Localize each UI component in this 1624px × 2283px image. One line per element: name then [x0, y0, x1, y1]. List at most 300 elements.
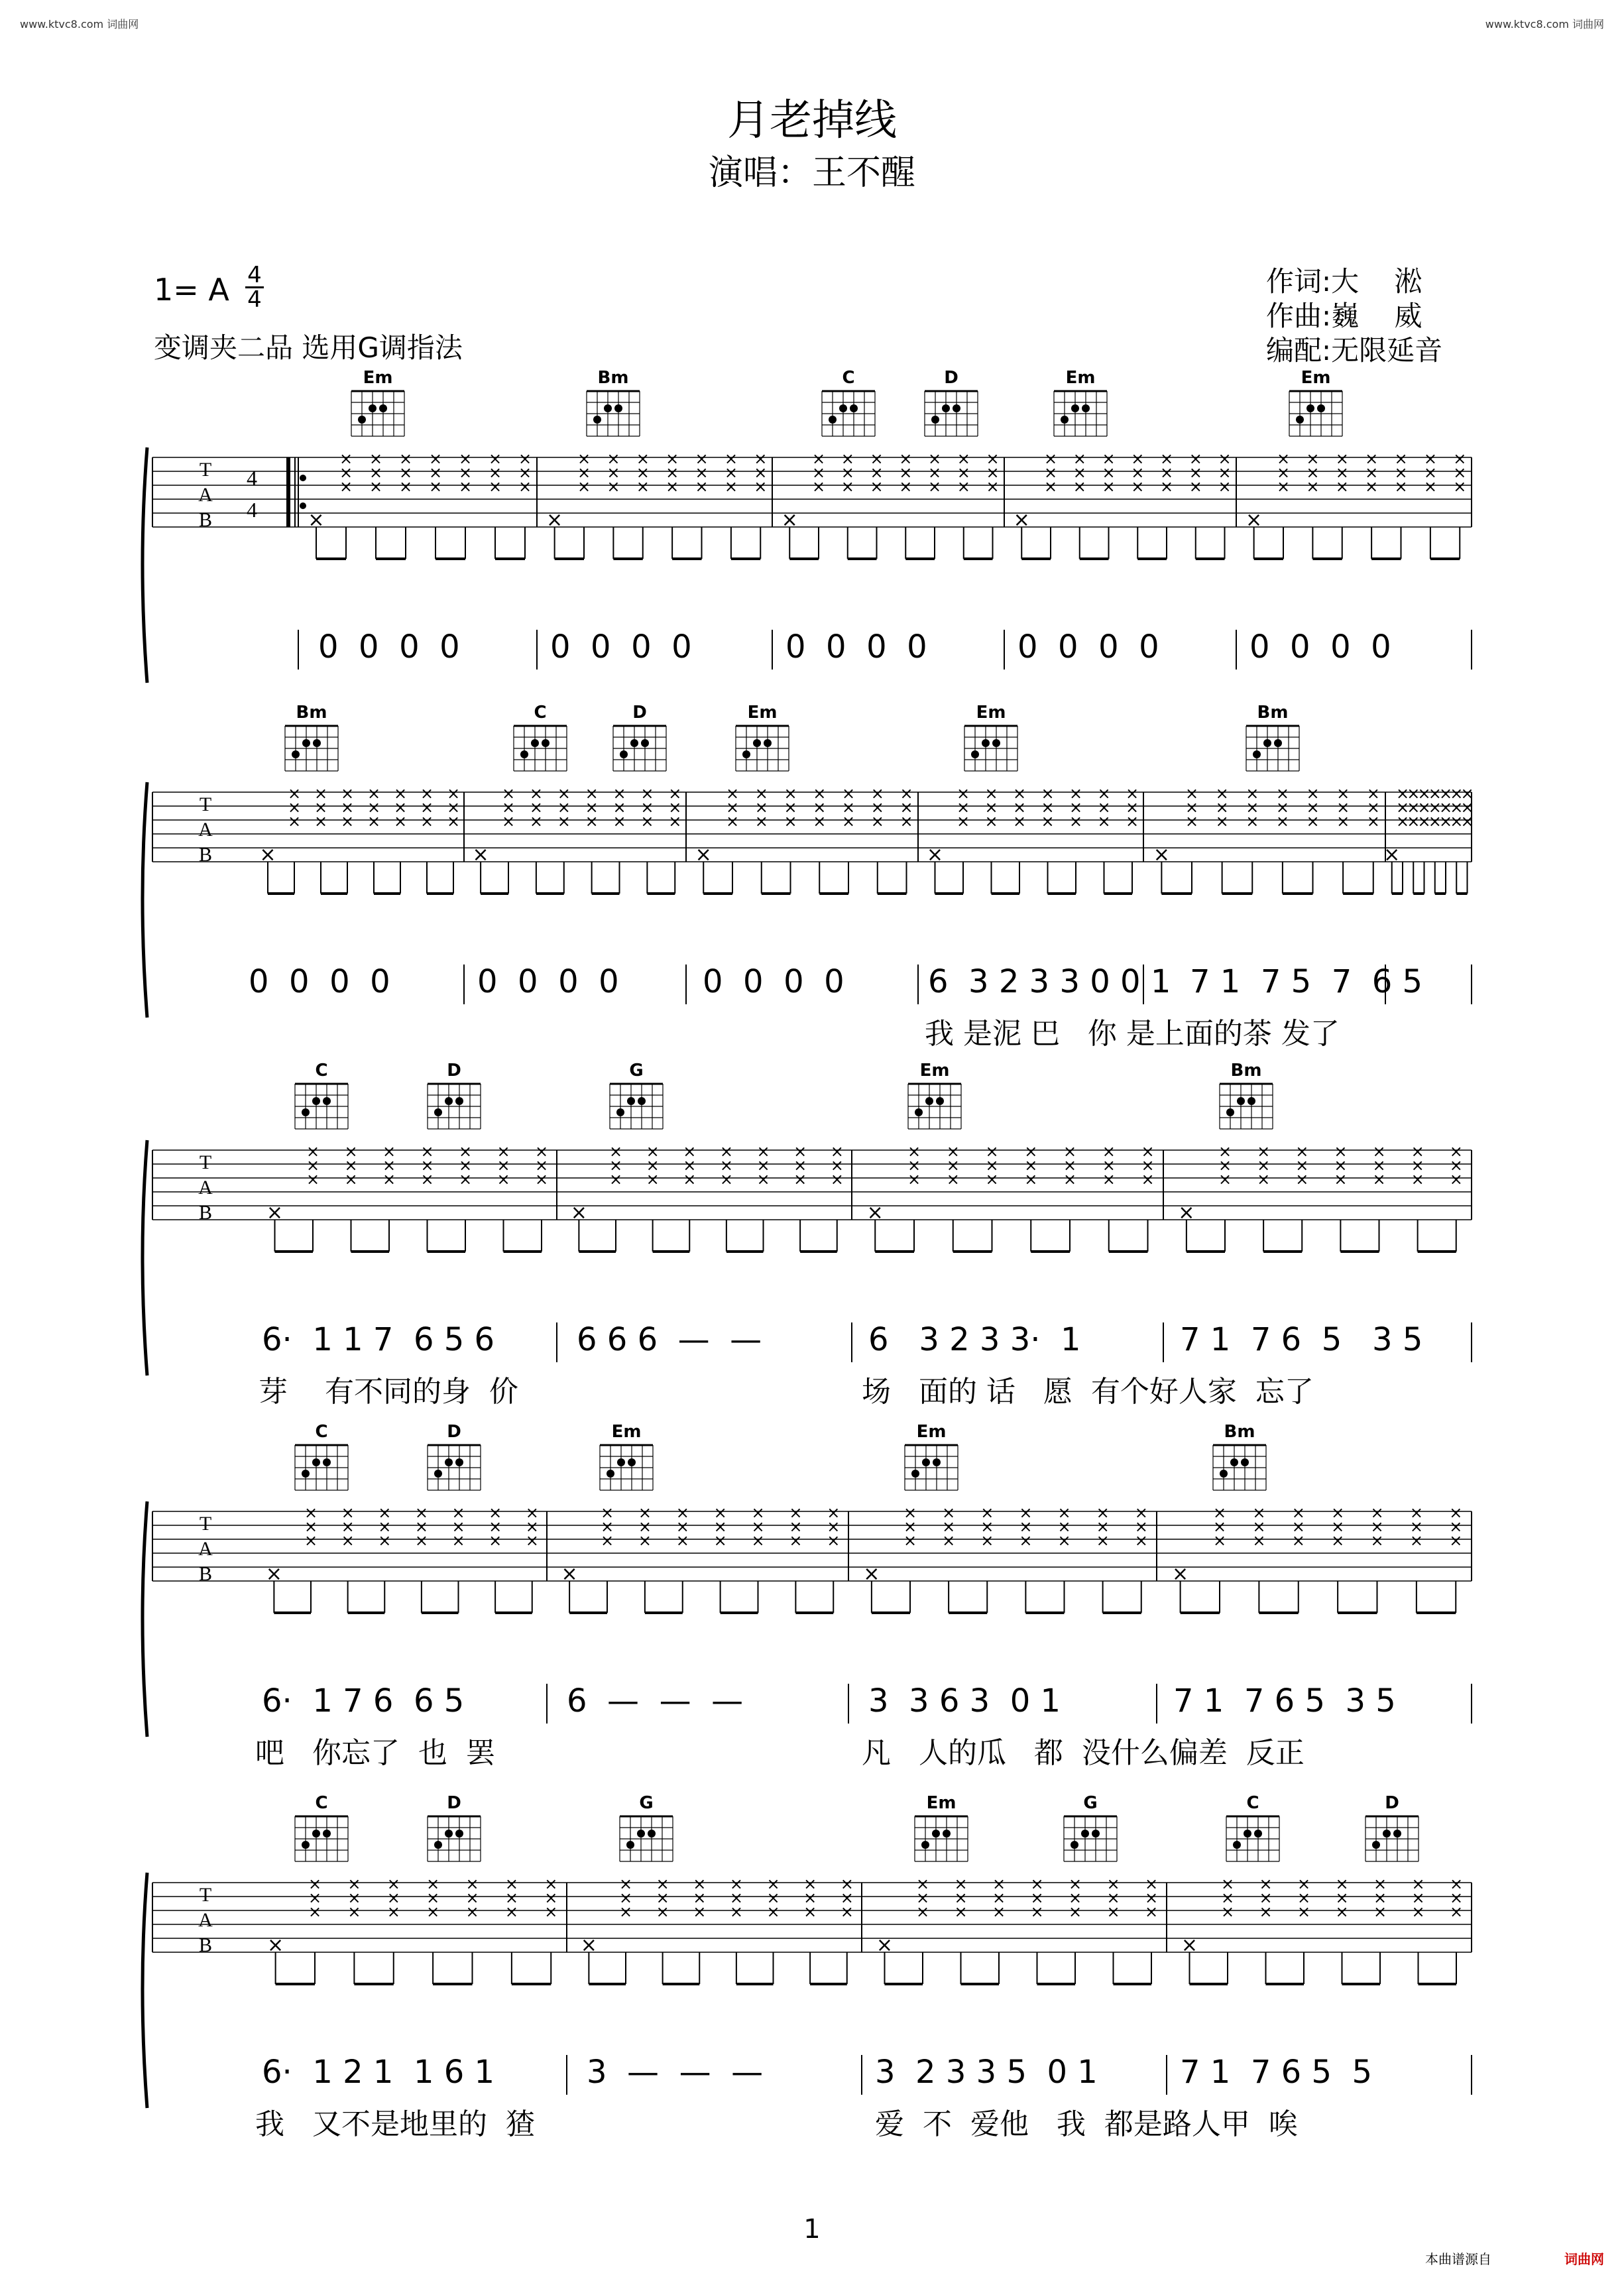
strum-x-note: ×: [1215, 812, 1229, 831]
chord-finger-dot: [1263, 739, 1271, 747]
strum-x-note: ×: [693, 1903, 707, 1921]
strum-x-note: ×: [1450, 812, 1464, 831]
strum-x-note: ×: [985, 1170, 999, 1189]
strum-x-note: ×: [841, 449, 854, 468]
strum-x-note: ×: [1449, 1903, 1464, 1921]
strum-x-note: ×: [1185, 798, 1199, 817]
strum-x-note: ×: [501, 798, 516, 817]
tab-label: T: [199, 459, 212, 481]
strum-x-note: ×: [656, 1875, 669, 1893]
strum-x-note: ×: [980, 1531, 994, 1550]
chord-finger-dot: [641, 739, 649, 747]
strum-x-note: ×: [1102, 1170, 1116, 1189]
strum-x-note: ×: [1291, 1503, 1305, 1522]
bass-x-note: ×: [472, 843, 489, 866]
strum-x-note: ×: [1102, 463, 1116, 482]
key-signature: 1= A: [154, 272, 229, 308]
strum-x-note: ×: [1012, 798, 1027, 817]
chord-finger-dot: [1317, 404, 1325, 412]
strum-x-note: ×: [1306, 784, 1320, 803]
strum-x-note: ×: [1096, 1531, 1110, 1550]
chord-finger-dot: [1254, 1830, 1262, 1838]
strum-x-note: ×: [1041, 812, 1055, 831]
strum-x-note: ×: [577, 463, 591, 482]
chord-finger-dot: [593, 416, 601, 424]
strum-x-note: ×: [1306, 812, 1320, 831]
strum-x-note: ×: [766, 1903, 780, 1921]
strum-x-note: ×: [870, 784, 884, 803]
bass-x-note: ×: [265, 1562, 282, 1586]
strum-x-note: ×: [1394, 449, 1408, 468]
system-brace: [143, 782, 147, 1018]
strum-x-note: ×: [1453, 477, 1467, 496]
strum-x-note: ×: [458, 1142, 473, 1161]
chord-finger-dot: [617, 1458, 625, 1466]
bass-x-note: ×: [561, 1562, 578, 1586]
strum-x-note: ×: [489, 1517, 502, 1536]
tab-time-bottom: 4: [247, 498, 257, 522]
strum-x-note: ×: [813, 784, 827, 803]
chord-name: G: [1083, 1793, 1098, 1813]
strum-x-note: ×: [1331, 1531, 1345, 1550]
strum-x-note: ×: [393, 784, 408, 803]
chord-finger-dot: [312, 1097, 320, 1105]
strum-x-note: ×: [942, 1531, 956, 1550]
strum-x-note: ×: [1428, 798, 1442, 817]
strum-x-note: ×: [980, 1503, 994, 1522]
chord-name: Bm: [597, 368, 629, 388]
strum-x-note: ×: [585, 784, 599, 803]
strum-x-note: ×: [1212, 1503, 1227, 1522]
strum-x-note: ×: [504, 1889, 518, 1907]
numbered-notation: 3 3 6 3 0 1: [868, 1682, 1061, 1720]
strum-x-note: ×: [827, 1503, 841, 1522]
strum-x-note: ×: [1449, 1531, 1463, 1550]
strum-x-note: ×: [957, 449, 970, 468]
strum-x-note: ×: [607, 463, 620, 482]
chord-finger-dot: [1306, 404, 1314, 412]
chord-finger-dot: [1071, 404, 1079, 412]
strum-x-note: ×: [585, 812, 599, 831]
strum-x-note: ×: [488, 463, 502, 482]
strum-x-note: ×: [1365, 463, 1379, 482]
strum-x-note: ×: [841, 463, 854, 482]
tab-label: T: [199, 1884, 212, 1906]
strum-x-note: ×: [1366, 784, 1380, 803]
tab-label: T: [199, 1151, 212, 1173]
chord-finger-dot: [628, 1458, 636, 1466]
strum-x-note: ×: [504, 1875, 518, 1893]
strum-x-note: ×: [638, 1503, 652, 1522]
strum-x-note: ×: [1024, 1142, 1038, 1161]
strum-x-note: ×: [451, 1531, 465, 1550]
strum-x-note: ×: [754, 798, 768, 817]
strum-x-note: ×: [841, 784, 856, 803]
chord-name: D: [447, 1061, 461, 1081]
chord-name: Em: [611, 1422, 642, 1442]
strum-x-note: ×: [378, 1531, 392, 1550]
lyricist-credit: 作词:大 淞: [1266, 265, 1422, 298]
bass-x-note: ×: [1181, 1934, 1198, 1957]
strum-x-note: ×: [1246, 798, 1259, 817]
strum-x-note: ×: [984, 784, 998, 803]
strum-x-note: ×: [1141, 1170, 1155, 1189]
strum-x-note: ×: [954, 1903, 968, 1921]
strum-x-note: ×: [451, 1517, 465, 1536]
site-watermark-left: www.ktvc8.com 词曲网: [20, 18, 139, 30]
strum-x-note: ×: [420, 1156, 434, 1175]
strum-x-note: ×: [1295, 1156, 1309, 1175]
strum-x-note: ×: [340, 812, 355, 831]
strum-x-note: ×: [729, 1889, 743, 1907]
strum-x-note: ×: [954, 1889, 968, 1907]
strum-x-note: ×: [1043, 477, 1058, 496]
strum-x-note: ×: [1373, 1903, 1387, 1921]
chord-finger-dot: [1071, 1841, 1078, 1849]
strum-x-note: ×: [1449, 1889, 1464, 1907]
strum-x-note: ×: [1336, 784, 1350, 803]
strum-x-note: ×: [306, 1170, 320, 1189]
chord-finger-dot: [531, 739, 539, 747]
strum-x-note: ×: [367, 798, 381, 817]
strum-x-note: ×: [927, 477, 942, 496]
strum-x-note: ×: [693, 1875, 707, 1893]
strum-x-note: ×: [1063, 1142, 1077, 1161]
strum-x-note: ×: [557, 798, 571, 817]
strum-x-note: ×: [668, 798, 682, 817]
strum-x-note: ×: [1409, 1517, 1423, 1536]
strum-x-note: ×: [1246, 784, 1259, 803]
strum-x-note: ×: [488, 449, 502, 468]
strum-x-note: ×: [1395, 784, 1410, 803]
strum-x-note: ×: [382, 1156, 396, 1175]
repeat-dot: [300, 502, 306, 509]
numbered-notation: 6· 1 7 6 6 5: [262, 1682, 465, 1720]
chord-name: Bm: [296, 703, 327, 723]
strum-x-note: ×: [638, 1531, 652, 1550]
strum-x-note: ×: [557, 812, 571, 831]
strum-x-note: ×: [382, 1142, 396, 1161]
strum-x-note: ×: [942, 1517, 956, 1536]
strum-x-note: ×: [907, 1170, 921, 1189]
strum-x-note: ×: [1159, 449, 1174, 468]
strum-x-note: ×: [1215, 784, 1229, 803]
strum-x-note: ×: [618, 1903, 633, 1921]
strum-x-note: ×: [899, 477, 913, 496]
strum-x-note: ×: [369, 463, 383, 482]
strum-x-note: ×: [1407, 798, 1421, 817]
chord-finger-dot: [434, 1841, 442, 1849]
chord-name: C: [534, 703, 547, 723]
chord-name: Bm: [1224, 1422, 1255, 1442]
strum-x-note: ×: [607, 477, 620, 496]
numbered-notation: 7 1 7 6 5 3 5: [1180, 1321, 1423, 1358]
strum-x-note: ×: [946, 1170, 960, 1189]
strum-x-note: ×: [1019, 1503, 1033, 1522]
strum-x-note: ×: [724, 463, 738, 482]
strum-x-note: ×: [518, 463, 532, 482]
strum-x-note: ×: [1336, 798, 1350, 817]
system-brace: [143, 1501, 147, 1737]
strum-x-note: ×: [501, 812, 516, 831]
strum-x-note: ×: [347, 1875, 361, 1893]
strum-x-note: ×: [496, 1142, 510, 1161]
strum-x-note: ×: [1159, 477, 1174, 496]
bass-x-note: ×: [926, 843, 944, 866]
strum-x-note: ×: [1417, 812, 1431, 831]
strum-x-note: ×: [636, 477, 650, 496]
strum-x-note: ×: [1417, 784, 1431, 803]
strum-x-note: ×: [754, 449, 768, 468]
strum-x-note: ×: [1131, 449, 1145, 468]
strum-x-note: ×: [577, 449, 591, 468]
chord-finger-dot: [850, 404, 858, 412]
strum-x-note: ×: [656, 1889, 669, 1907]
strum-x-note: ×: [341, 1531, 355, 1550]
strum-x-note: ×: [713, 1517, 727, 1536]
strum-x-note: ×: [414, 1531, 428, 1550]
numbered-notation: 0 0 0 0: [550, 628, 692, 666]
strum-x-note: ×: [1068, 1889, 1082, 1907]
strum-x-note: ×: [1423, 449, 1437, 468]
chord-finger-dot: [1393, 1830, 1401, 1838]
strum-x-note: ×: [1409, 1503, 1423, 1522]
strum-x-note: ×: [1423, 477, 1437, 496]
strum-x-note: ×: [339, 449, 353, 468]
strum-x-note: ×: [306, 1156, 320, 1175]
strum-x-note: ×: [915, 1903, 930, 1921]
chord-name: Em: [1301, 368, 1331, 388]
numbered-notation: 0 0 0 0: [1249, 628, 1391, 666]
chord-finger-dot: [922, 1458, 930, 1466]
chord-name: C: [1246, 1793, 1259, 1813]
strum-x-note: ×: [378, 1517, 392, 1536]
lyric-line: 吧 你忘了 也 罢: [255, 1736, 495, 1770]
strum-x-note: ×: [314, 784, 328, 803]
strum-x-note: ×: [341, 1503, 355, 1522]
site-watermark-right: www.ktvc8.com 词曲网: [1485, 18, 1604, 30]
chord-finger-dot: [1244, 1830, 1251, 1838]
strum-x-note: ×: [984, 812, 998, 831]
strum-x-note: ×: [1134, 1503, 1148, 1522]
chord-finger-dot: [839, 404, 847, 412]
strum-x-note: ×: [339, 477, 353, 496]
numbered-notation: 6 3 2 3 3 0 0 1: [928, 963, 1171, 1000]
strum-x-note: ×: [1141, 1142, 1155, 1161]
chord-finger-dot: [455, 1458, 463, 1466]
strum-x-note: ×: [1372, 1156, 1386, 1175]
strum-x-note: ×: [751, 1503, 765, 1522]
strum-x-note: ×: [489, 1503, 502, 1522]
strum-x-note: ×: [841, 812, 856, 831]
capo-note: 变调夹二品 选用G调指法: [154, 331, 463, 364]
strum-x-note: ×: [1411, 1889, 1425, 1907]
strum-x-note: ×: [1297, 1889, 1311, 1907]
chord-finger-dot: [1233, 1841, 1241, 1849]
strum-x-note: ×: [1212, 1517, 1227, 1536]
strum-x-note: ×: [954, 1875, 968, 1893]
strum-x-note: ×: [1366, 798, 1380, 817]
strum-x-note: ×: [1259, 1903, 1273, 1921]
strum-x-note: ×: [1453, 463, 1467, 482]
numbered-notation: 0 0 0 0: [1017, 628, 1159, 666]
bass-x-note: ×: [259, 843, 276, 866]
chord-finger-dot: [1082, 404, 1090, 412]
chord-finger-dot: [911, 1470, 919, 1478]
strum-x-note: ×: [766, 1875, 780, 1893]
strum-x-note: ×: [1365, 477, 1379, 496]
strum-x-note: ×: [534, 1170, 549, 1189]
strum-x-note: ×: [1102, 449, 1116, 468]
numbered-notation: 7 1 7 6 5 3 5: [1173, 1682, 1396, 1720]
strum-x-note: ×: [1411, 1142, 1424, 1161]
strum-x-note: ×: [899, 463, 913, 482]
chord-name: D: [944, 368, 958, 388]
strum-x-note: ×: [766, 1889, 780, 1907]
strum-x-note: ×: [458, 449, 473, 468]
strum-x-note: ×: [789, 1531, 803, 1550]
bass-x-note: ×: [308, 508, 325, 532]
numbered-notation: 6· 1 2 1 1 6 1: [262, 2054, 495, 2091]
strum-x-note: ×: [638, 1517, 652, 1536]
strum-x-note: ×: [1276, 477, 1291, 496]
time-bottom: 4: [247, 286, 262, 313]
strum-x-note: ×: [899, 798, 913, 817]
strum-x-note: ×: [793, 1156, 807, 1175]
strum-x-note: ×: [793, 1142, 807, 1161]
strum-x-note: ×: [529, 798, 543, 817]
chord-finger-dot: [358, 416, 366, 424]
tab-label: T: [199, 1513, 212, 1535]
chord-finger-dot: [292, 750, 300, 758]
strum-x-note: ×: [451, 1503, 465, 1522]
numbered-notation: 7 1 7 6 5 5: [1180, 2054, 1373, 2091]
strum-x-note: ×: [756, 1170, 770, 1189]
strum-x-note: ×: [1373, 1875, 1387, 1893]
strum-x-note: ×: [903, 1531, 917, 1550]
chord-finger-dot: [627, 1097, 635, 1105]
strum-x-note: ×: [1411, 1156, 1424, 1175]
strum-x-note: ×: [382, 1170, 396, 1189]
strum-x-note: ×: [827, 1517, 841, 1536]
chord-finger-dot: [445, 1097, 453, 1105]
strum-x-note: ×: [1257, 1142, 1271, 1161]
strum-x-note: ×: [426, 1875, 440, 1893]
chord-finger-dot: [542, 739, 550, 747]
strum-x-note: ×: [398, 477, 413, 496]
strum-x-note: ×: [1215, 798, 1229, 817]
chord-finger-dot: [753, 739, 761, 747]
strum-x-note: ×: [458, 1170, 473, 1189]
strum-x-note: ×: [1069, 812, 1083, 831]
strum-x-note: ×: [1450, 784, 1464, 803]
strum-x-note: ×: [1331, 1503, 1345, 1522]
strum-x-note: ×: [830, 1156, 844, 1175]
strum-x-note: ×: [1259, 1875, 1273, 1893]
strum-x-note: ×: [1134, 1531, 1148, 1550]
chord-finger-dot: [829, 416, 837, 424]
strum-x-note: ×: [803, 1875, 817, 1893]
strum-x-note: ×: [729, 1903, 743, 1921]
strum-x-note: ×: [946, 1142, 960, 1161]
strum-x-note: ×: [1370, 1503, 1384, 1522]
strum-x-note: ×: [1218, 1142, 1232, 1161]
strum-x-note: ×: [946, 1156, 960, 1175]
strum-x-note: ×: [1335, 477, 1349, 496]
lyric-line: 我 又不是地里的 猹: [255, 2107, 535, 2141]
strum-x-note: ×: [956, 784, 970, 803]
strum-x-note: ×: [1125, 798, 1139, 817]
strum-x-note: ×: [751, 1517, 765, 1536]
strum-x-note: ×: [1069, 798, 1083, 817]
strum-x-note: ×: [811, 449, 826, 468]
strum-x-note: ×: [915, 1875, 930, 1893]
strum-x-note: ×: [1057, 1517, 1071, 1536]
tab-label: T: [199, 793, 212, 815]
chord-finger-dot: [323, 1458, 331, 1466]
numbered-notation: 3 — — —: [587, 2054, 764, 2091]
chord-finger-dot: [648, 1830, 656, 1838]
chord-finger-dot: [445, 1458, 453, 1466]
strum-x-note: ×: [956, 798, 970, 817]
strum-x-note: ×: [725, 812, 740, 831]
bass-x-note: ×: [695, 843, 712, 866]
strum-x-note: ×: [1259, 1889, 1273, 1907]
strum-x-note: ×: [1449, 1156, 1463, 1175]
chord-finger-dot: [1241, 1458, 1249, 1466]
strum-x-note: ×: [1395, 798, 1410, 817]
numbered-notation: 0 0 0 0: [785, 628, 927, 666]
strum-x-note: ×: [1218, 477, 1232, 496]
strum-x-note: ×: [1306, 463, 1320, 482]
chord-name: D: [1385, 1793, 1399, 1813]
tab-label: A: [198, 484, 213, 506]
strum-x-note: ×: [1428, 812, 1442, 831]
lyric-line: 凡 人的瓜 都 没什么偏差 反正: [862, 1736, 1305, 1770]
strum-x-note: ×: [428, 477, 443, 496]
strum-x-note: ×: [1291, 1517, 1305, 1536]
strum-x-note: ×: [344, 1156, 358, 1175]
strum-x-note: ×: [465, 1903, 479, 1921]
numbered-notation: 7 1 7 5 7 6 5: [1190, 963, 1423, 1000]
strum-x-note: ×: [1144, 1903, 1159, 1921]
strum-x-note: ×: [1019, 1517, 1033, 1536]
strum-x-note: ×: [426, 1889, 440, 1907]
strum-x-note: ×: [465, 1875, 479, 1893]
chord-finger-dot: [742, 750, 750, 758]
strum-x-note: ×: [666, 477, 679, 496]
chord-finger-dot: [1296, 416, 1304, 424]
tab-time-top: 4: [247, 466, 257, 490]
strum-x-note: ×: [525, 1503, 539, 1522]
chord-name: D: [447, 1793, 461, 1813]
strum-x-note: ×: [992, 1903, 1006, 1921]
strum-x-note: ×: [811, 463, 826, 482]
strum-x-note: ×: [1334, 1170, 1348, 1189]
strum-x-note: ×: [557, 784, 571, 803]
strum-x-note: ×: [341, 1517, 355, 1536]
strum-x-note: ×: [1102, 1142, 1116, 1161]
strum-x-note: ×: [1030, 1875, 1044, 1893]
strum-x-note: ×: [1411, 1903, 1425, 1921]
strum-x-note: ×: [1438, 798, 1453, 817]
strum-x-note: ×: [1043, 449, 1058, 468]
strum-x-note: ×: [1252, 1503, 1266, 1522]
bass-x-note: ×: [876, 1934, 894, 1957]
chord-name: Bm: [1230, 1061, 1262, 1081]
chord-finger-dot: [626, 1841, 634, 1849]
chord-finger-dot: [992, 739, 1000, 747]
